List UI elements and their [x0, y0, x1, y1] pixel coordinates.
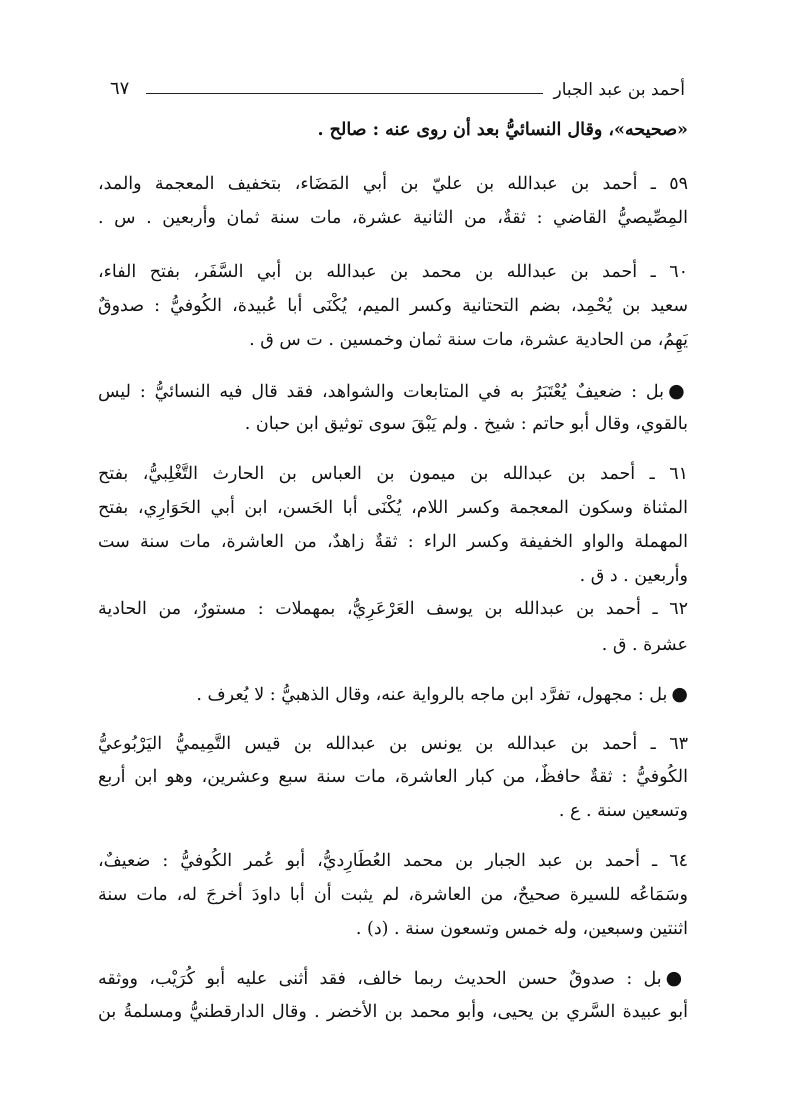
comment-text: بل : صدوقٌ حسن الحديث ربما خالف، فقد أثنى عليه أبو كُرَيْب، ووثقه: [98, 969, 662, 989]
entry-61-line: ٦١ ـ أحمد بن عبدالله بن ميمون بن العباس بن الحارث التَّغْلِبيُّ، بفتح: [98, 464, 688, 484]
comment-line: [98, 681, 688, 709]
bullet-icon: ●: [665, 967, 688, 989]
running-header: [110, 80, 685, 106]
comment-text: بل : مجهول، تفرَّد ابن ماجه بالرواية عنه، وقال الذهبيُّ : لا يُعرف .: [196, 685, 668, 705]
bullet-icon: ●: [668, 380, 688, 402]
header-rule: [146, 93, 543, 94]
entry-63-line: الكُوفيُّ : ثقةٌ حافظٌ، من كبار العاشرة، مات سنة سبع وعشرين، وهو ابن أربع: [98, 767, 688, 787]
entry-60-line: يَهِمُ، من الحادية عشرة، مات سنة ثمان وخمسين . ت س ق .: [249, 330, 688, 350]
entry-61-line: المهملة والواو الخفيفة وكسر الراء : ثقةٌ زاهدٌ، من العاشرة، مات سنة ست: [98, 532, 688, 552]
entry-60-line: ٦٠ ـ أحمد بن عبدالله بن محمد بن عبدالله بن أبي السَّفَر، بفتح الفاء،: [98, 262, 688, 282]
bullet-icon: ●: [671, 683, 688, 705]
entry-61-line: المثناة وسكون المعجمة وكسر اللام، يُكْنَى أبا الحَسن، ابن أبي الحَوَارِي، بفتح: [98, 498, 688, 518]
entry-63-line: ٦٣ ـ أحمد بن عبدالله بن يونس بن عبدالله بن قيس التَّمِيميُّ اليَرْبُوعيُّ: [98, 734, 688, 754]
entry-64-line: اثنتين وسبعين، وله خمس وتسعون سنة . (د) .: [355, 919, 688, 939]
entry-63-line: وتسعين سنة . ع .: [558, 801, 688, 821]
entry-64-line: ٦٤ ـ أحمد بن عبد الجبار بن محمد العُطَارِديُّ، أبو عُمر الكُوفيُّ : ضعيفٌ،: [98, 851, 688, 871]
entry-62-line: عشرة . ق .: [601, 635, 688, 655]
comment-line: بالقوي، وقال أبو حاتم : شيخ . ولم يَبْقَ سوى توثيق ابن حبان .: [244, 414, 688, 434]
entry-62-line: ٦٢ ـ أحمد بن عبدالله بن يوسف العَرْعَرِيُّ، بمهملات : مستورٌ، من الحادية: [98, 599, 688, 619]
entry-60-line: سعيد بن يُحْمِد، بضم التحتانية وكسر الميم، يُكْنَى أبا عُبيدة، الكُوفيُّ : صدوقٌ: [98, 296, 688, 316]
entry-59-line: المِصِّيصيُّ القاضي : ثقةٌ، من الثانية عشرة، مات سنة ثمان وأربعين . س .: [98, 208, 688, 228]
comment-line: أبو عبيدة السَّري بن يحيى، وأبو محمد بن الأخضر . وقال الدارقطنيُّ ومسلمةُ بن: [98, 1002, 688, 1022]
entry-61-line: وأربعين . د ق .: [579, 566, 688, 586]
entry-64-line: وسَمَاعُه للسيرة صحيحٌ، من العاشرة، لم يثبت أن أبا داودَ أخرجَ له، مات سنة: [98, 885, 688, 905]
comment-line: [98, 378, 688, 406]
entry-59-line: ٥٩ ـ أحمد بن عبدالله بن عليّ بن أبي المَضَاء، بتخفيف المعجمة والمد،: [98, 174, 688, 194]
text-line: «صحيحه»، وقال النسائيُّ بعد أن روى عنه : صالح .: [317, 120, 688, 140]
comment-text: بل : ضعيفٌ يُعْتَبَرُ به في المتابعات والشواهد، فقد قال فيه النسائيُّ : ليس: [98, 382, 665, 402]
comment-line: [98, 965, 688, 993]
page-number: ٦٧: [110, 78, 130, 99]
running-header-title: أحمد بن عبد الجبار: [553, 80, 685, 100]
